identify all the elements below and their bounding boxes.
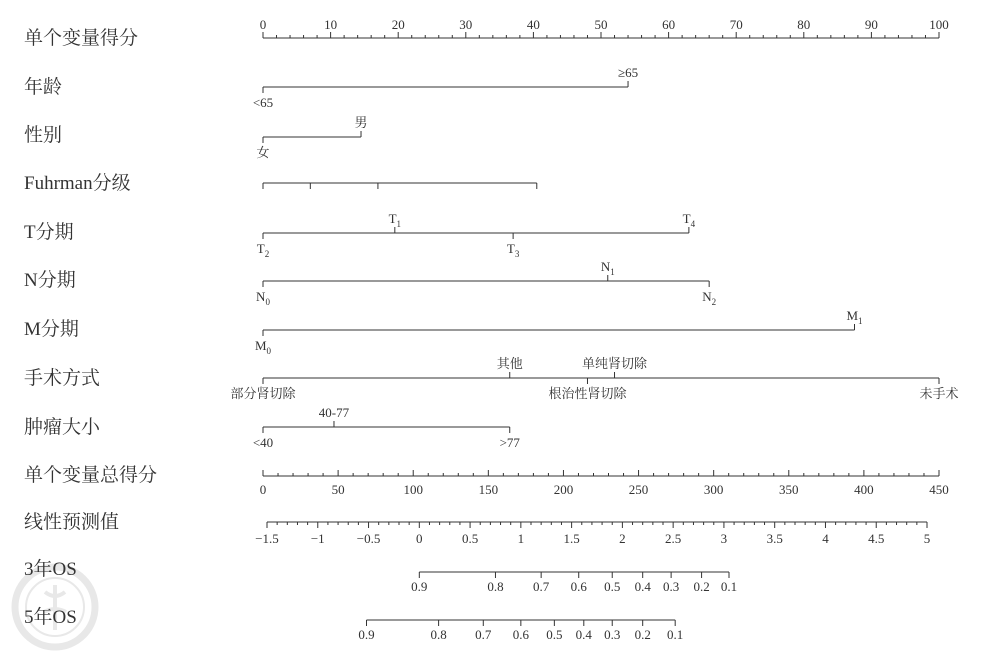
- points-tick-label: 70: [729, 17, 743, 32]
- lp-tick-label: 2: [619, 531, 626, 546]
- survival-tick-label: 0.7: [475, 627, 492, 642]
- survival-tick-label: 0.4: [575, 627, 592, 642]
- level-label: <65: [252, 95, 274, 110]
- lp-tick-label: −0.5: [356, 531, 381, 546]
- survival-tick-label: 0.9: [358, 627, 375, 642]
- level-label: <40: [252, 435, 274, 450]
- level-label-subscript: 0: [265, 297, 270, 307]
- survival-tick-label: 0.3: [604, 627, 621, 642]
- level-label: 其他: [496, 356, 523, 371]
- level-label: >77: [499, 435, 520, 450]
- lp-tick-label: 0.5: [461, 531, 479, 546]
- level-label-main: T: [256, 241, 265, 256]
- level-label-main: M: [254, 338, 267, 353]
- level-label-subscript: 2: [264, 249, 270, 259]
- lp-tick-label: 3.5: [766, 531, 783, 546]
- level-label: 女: [256, 145, 270, 160]
- row-label: 单个变量总得分: [24, 465, 158, 486]
- survival-tick-label: 0.2: [634, 627, 651, 642]
- survival-tick-label: 0.7: [533, 579, 550, 594]
- level-label-subscript: 1: [858, 316, 863, 326]
- level-label: [683, 211, 696, 229]
- lp-tick-label: 5: [923, 531, 931, 546]
- row-label: Fuhrman分级: [24, 173, 131, 194]
- level-label-main: T: [388, 211, 397, 226]
- survival-tick-label: 0.8: [487, 579, 504, 594]
- level-label-subscript: 3: [514, 249, 520, 259]
- level-label-subscript: 0: [266, 346, 272, 356]
- lp-tick-label: 1.5: [563, 531, 580, 546]
- level-label-subscript: 1: [396, 219, 402, 229]
- survival-tick-label: 0.6: [512, 627, 529, 642]
- lp-tick-label: 1: [517, 531, 525, 546]
- points-tick-label: 30: [459, 17, 473, 32]
- level-label: [702, 289, 716, 307]
- survival-tick-label: 0.3: [662, 579, 680, 594]
- level-label-subscript: 2: [711, 297, 717, 307]
- survival-tick-label: 0.1: [720, 579, 738, 594]
- lp-tick-label: 3: [720, 531, 728, 546]
- points-tick-label: 10: [324, 17, 338, 32]
- level-label: ≥65: [617, 65, 639, 80]
- points-tick-label: 60: [662, 17, 676, 32]
- row-label: 单个变量得分: [24, 28, 139, 49]
- total-tick-label: 0: [259, 482, 267, 497]
- level-label-subscript: 4: [690, 219, 696, 229]
- level-label: [507, 241, 520, 259]
- points-tick-label: 100: [929, 17, 949, 32]
- total-tick-label: 200: [553, 482, 574, 497]
- row-label: 肿瘤大小: [24, 417, 101, 438]
- survival-tick-label: 0.5: [546, 627, 563, 642]
- row-label: 手术方式: [24, 368, 101, 389]
- total-tick-label: 100: [403, 482, 423, 497]
- level-label: 未手术: [919, 386, 959, 401]
- points-tick-label: 20: [391, 17, 405, 32]
- level-label-main: N: [702, 289, 712, 304]
- level-label: [389, 211, 401, 229]
- row-label: N分期: [24, 270, 76, 291]
- row-label: 年龄: [24, 77, 63, 98]
- level-label: [846, 308, 862, 326]
- survival-tick-label: 0.1: [667, 627, 684, 642]
- level-label-main: T: [682, 211, 691, 226]
- level-label: 单纯肾切除: [582, 356, 648, 371]
- total-tick-label: 400: [854, 482, 874, 497]
- level-label: [255, 338, 272, 356]
- total-tick-label: 150: [478, 482, 499, 497]
- row-label: 线性预测值: [24, 512, 120, 533]
- survival-tick-label: 0.5: [604, 579, 621, 594]
- lp-tick-label: 4.5: [868, 531, 885, 546]
- survival-tick-label: 0.2: [693, 579, 710, 594]
- lp-tick-label: −1: [310, 531, 325, 546]
- total-tick-label: 50: [331, 482, 345, 497]
- level-label: 男: [354, 115, 368, 130]
- level-label: [257, 241, 269, 259]
- points-tick-label: 50: [594, 17, 608, 32]
- total-tick-label: 300: [703, 482, 724, 497]
- row-label: 性别: [24, 125, 63, 146]
- lp-tick-label: −1.5: [255, 531, 279, 546]
- lp-tick-label: 4: [822, 531, 829, 546]
- lp-tick-label: 2.5: [665, 531, 682, 546]
- survival-tick-label: 0.6: [570, 579, 587, 594]
- level-label: 根治性肾切除: [548, 386, 627, 401]
- survival-tick-label: 0.8: [430, 627, 447, 642]
- total-tick-label: 350: [779, 482, 799, 497]
- survival-tick-label: 0.4: [634, 579, 651, 594]
- survival-tick-label: 0.9: [411, 579, 428, 594]
- total-tick-label: 250: [628, 482, 649, 497]
- lp-tick-label: 0: [416, 531, 423, 546]
- nomogram-rows: [24, 17, 959, 642]
- row-label: T分期: [24, 222, 74, 243]
- row-label: 3年OS: [24, 559, 77, 580]
- total-tick-label: 450: [929, 482, 949, 497]
- level-label: [601, 259, 615, 277]
- level-label: [256, 289, 270, 307]
- row-label: M分期: [24, 319, 79, 340]
- points-tick-label: 90: [864, 17, 878, 32]
- level-label-main: M: [846, 308, 859, 323]
- level-label: 40-77: [318, 405, 350, 420]
- level-label: 部分肾切除: [230, 386, 296, 401]
- level-label-main: N: [600, 259, 611, 274]
- level-label-main: N: [256, 289, 266, 304]
- points-tick-label: 40: [526, 17, 540, 32]
- row-label: 5年OS: [24, 607, 77, 628]
- level-label-subscript: 1: [610, 267, 615, 277]
- points-tick-label: 80: [797, 17, 811, 32]
- points-tick-label: 0: [259, 17, 267, 32]
- level-label-main: T: [506, 241, 515, 256]
